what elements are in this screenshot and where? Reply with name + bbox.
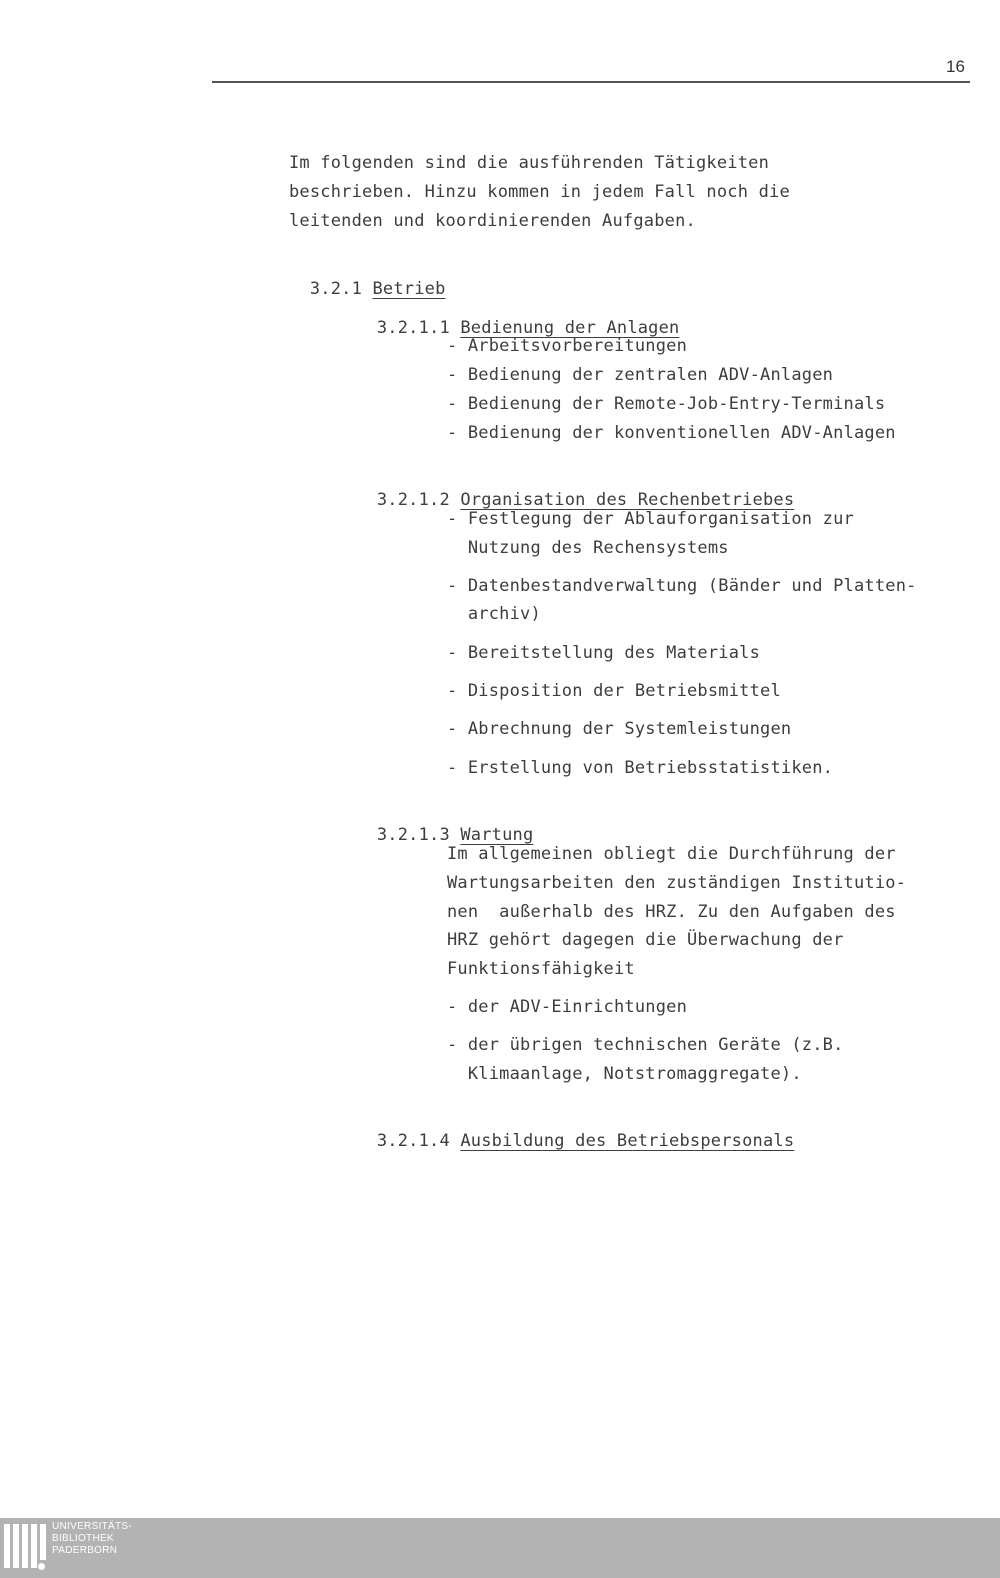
- intro-line: Im folgenden sind die ausführenden Tätigkeiten: [289, 153, 770, 173]
- list-item: archiv): [447, 604, 541, 624]
- subsection-heading: [356, 470, 794, 510]
- list-item: - Erstellung von Betriebsstatistiken.: [447, 758, 834, 778]
- list-item: - Arbeitsvorbereitungen: [447, 336, 688, 356]
- subsection-title: Wartung: [460, 825, 534, 845]
- subsection-number: 3.2.1.4: [376, 1131, 450, 1151]
- section-number: 3.2.1: [309, 279, 363, 299]
- subsection-heading: [356, 1111, 794, 1151]
- list-item: - Abrechnung der Systemleistungen: [447, 719, 792, 739]
- intro-line: leitenden und koordinierenden Aufgaben.: [289, 211, 696, 231]
- header-rule: [212, 81, 970, 83]
- logo-line: BIBLIOTHEK: [52, 1533, 114, 1544]
- list-item: - der ADV-Einrichtungen: [447, 997, 688, 1017]
- paragraph-line: HRZ gehört dagegen die Überwachung der: [447, 930, 844, 950]
- logo-dot: [38, 1563, 45, 1570]
- page-number: 16: [946, 57, 965, 76]
- subsection-heading: [356, 298, 680, 338]
- list-item: - Bedienung der Remote-Job-Entry-Terminals: [447, 394, 886, 414]
- section-title: Betrieb: [372, 279, 446, 299]
- paragraph-line: Funktionsfähigkeit: [447, 959, 635, 979]
- paragraph-line: Im allgemeinen obliegt die Durchführung der: [447, 844, 896, 864]
- subsection-number: 3.2.1.1: [376, 318, 450, 338]
- paragraph-line: nen außerhalb des HRZ. Zu den Aufgaben des: [447, 902, 896, 922]
- list-item: Klimaanlage, Notstromaggregate).: [447, 1064, 802, 1084]
- list-item: - der übrigen technischen Geräte (z.B.: [447, 1035, 844, 1055]
- subsection-heading: [356, 805, 533, 845]
- list-item: - Bereitstellung des Materials: [447, 643, 761, 663]
- library-logo-text: [52, 1521, 132, 1557]
- subsection-number: 3.2.1.2: [376, 490, 450, 510]
- logo-line: UNIVERSITÄTS-: [52, 1521, 133, 1532]
- list-item: - Disposition der Betriebsmittel: [447, 681, 781, 701]
- list-item: - Bedienung der zentralen ADV-Anlagen: [447, 365, 834, 385]
- logo-line: PADERBORN: [52, 1545, 118, 1556]
- subsection-title: Organisation des Rechenbetriebes: [460, 490, 795, 510]
- list-item: - Bedienung der konventionellen ADV-Anlagen: [447, 423, 896, 443]
- list-item: Nutzung des Rechensystems: [447, 538, 729, 558]
- section-heading: [289, 259, 446, 299]
- paragraph-line: Wartungsarbeiten den zuständigen Institutio-: [447, 873, 907, 893]
- list-item: - Datenbestandverwaltung (Bänder und Platten-: [447, 576, 917, 596]
- library-footer: [0, 1518, 1000, 1578]
- subsection-number: 3.2.1.3: [376, 825, 450, 845]
- list-item: - Festlegung der Ablauforganisation zur: [447, 509, 854, 529]
- intro-line: beschrieben. Hinzu kommen in jedem Fall noch die: [289, 182, 790, 202]
- subsection-title: Ausbildung des Betriebspersonals: [460, 1131, 795, 1151]
- subsection-title: Bedienung der Anlagen: [460, 318, 680, 338]
